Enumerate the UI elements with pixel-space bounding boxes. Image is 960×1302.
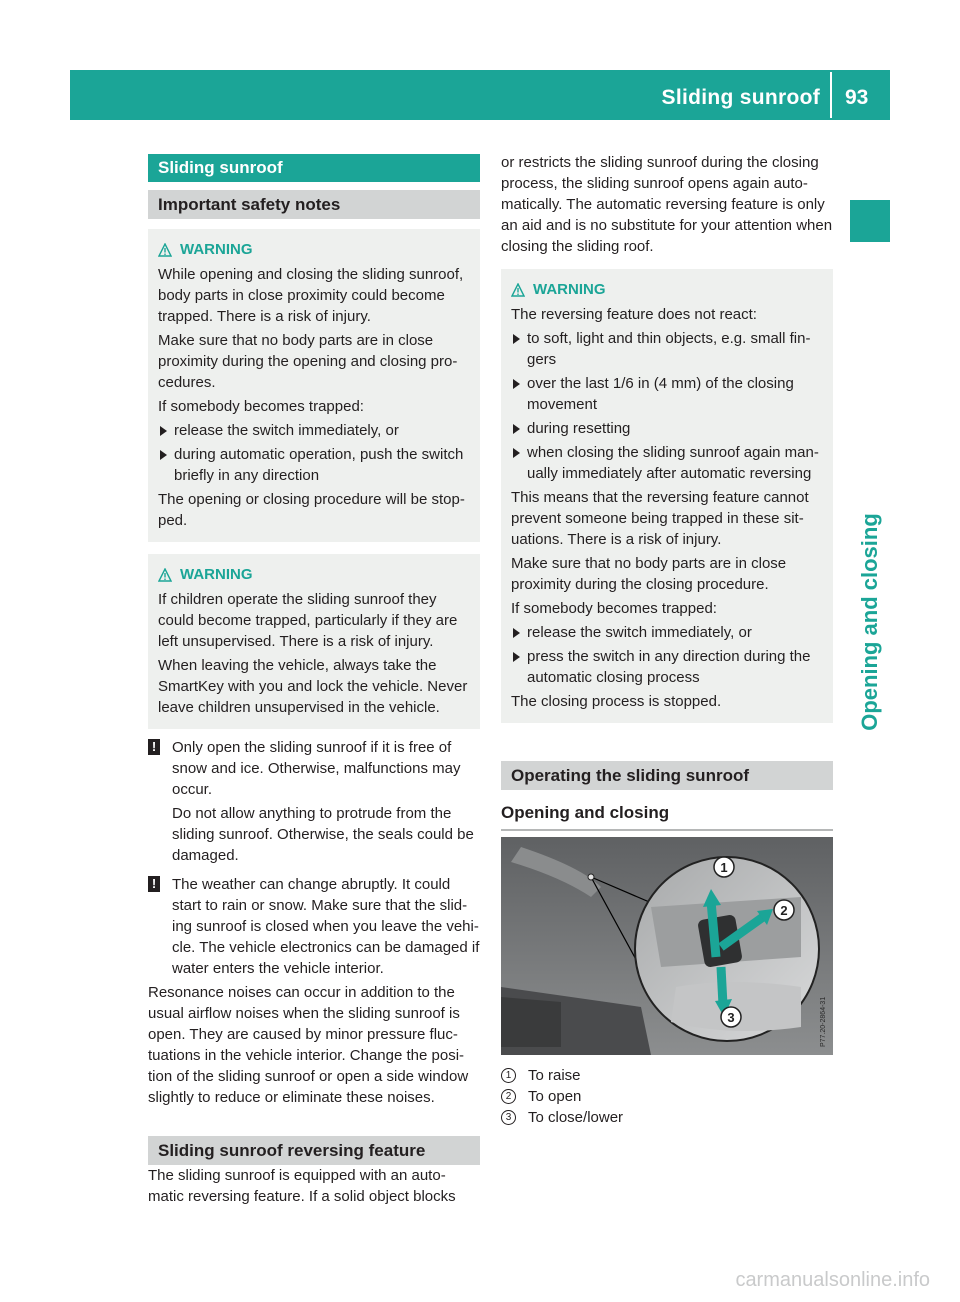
figure-code: P77.20-2864-31 [820, 996, 827, 1047]
warning-heading [158, 239, 470, 260]
side-tab-marker [850, 200, 890, 242]
sub-heading: Opening and closing [501, 802, 833, 831]
list-item: during automatic operation, push the switch briefly in any direction [158, 444, 470, 486]
legend-number-icon: 2 [501, 1089, 516, 1104]
warning-box [148, 229, 480, 542]
list-item: to soft, light and thin objects, e.g. small fin-gers [511, 328, 823, 370]
svg-text:1: 1 [720, 860, 728, 875]
warning-label: WARNING [533, 281, 606, 298]
note-text: The weather can change abruptly. It could start to rain or snow. Make sure that the slid-ing sunroof is closed when you leave the vehi-cle. The vehicle electronics can be damaged if water enters the vehicle interior. [172, 876, 480, 977]
warning-text: The reversing feature does not react: [511, 306, 757, 323]
warning-text: If children operate the sliding sunroof they could become trapped, particularly if they are left unsupervised. There is a risk of injury. [158, 591, 458, 650]
exclamation-icon: ! [148, 739, 160, 755]
warning-box [148, 554, 480, 729]
svg-text:2: 2 [780, 903, 788, 918]
legend-item [501, 1086, 833, 1107]
legend-number-icon: 1 [501, 1068, 516, 1083]
legend-text: To raise [528, 1067, 581, 1084]
list-item: press the switch in any direction during the automatic closing process [511, 646, 823, 688]
right-column [501, 152, 833, 1128]
warning-text: If somebody becomes trapped: [511, 600, 717, 617]
subsection-title: Operating the sliding sunroof [501, 761, 833, 790]
warning-heading [511, 279, 823, 300]
warning-text: The opening or closing procedure will be stop-ped. [158, 491, 465, 529]
left-column [148, 154, 480, 1210]
page-title: Sliding sunroof [661, 86, 820, 109]
legend-number-icon: 3 [501, 1110, 516, 1125]
side-tab-label: Opening and closing [857, 513, 882, 731]
list-item: release the switch immediately, or [158, 420, 470, 441]
sunroof-illustration [501, 837, 833, 1055]
warning-label: WARNING [180, 241, 253, 258]
body-text: Resonance noises can occur in addition to the usual airflow noises when the sliding sunroof is open. They are caused by minor pressure fluc-tuations in the vehicle interior. Change the posi-tion of the sliding sunroof or open a side window slightly to reduce or eliminate these noises. [148, 984, 469, 1106]
figure-legend [501, 1065, 833, 1128]
exclamation-icon: ! [148, 876, 160, 892]
warning-text: While opening and closing the sliding sunroof, body parts in close proximity could become trapped. There is a risk of injury. [158, 266, 464, 325]
subsection-title: Important safety notes [148, 190, 480, 219]
list-item: release the switch immediately, or [511, 622, 823, 643]
warning-text: The closing process is stopped. [511, 693, 722, 710]
warning-heading [158, 564, 470, 585]
list-item: over the last 1/6 in (4 mm) of the closing movement [511, 373, 823, 415]
section-title: Sliding sunroof [148, 154, 480, 182]
note-block [148, 874, 480, 979]
warning-triangle-icon [158, 243, 172, 257]
warning-triangle-icon [511, 283, 525, 297]
legend-text: To open [528, 1088, 582, 1105]
page-number: 93 [845, 86, 869, 109]
note-block [148, 737, 480, 866]
legend-text: To close/lower [528, 1109, 624, 1126]
legend-item [501, 1107, 833, 1128]
note-text: Do not allow anything to protrude from the sliding sunroof. Otherwise, the seals could be damaged. [172, 805, 474, 864]
body-text: or restricts the sliding sunroof during the closing process, the sliding sunroof opens again auto-matically. The automatic reversing feature is only an aid and is no substitute for your attention when closing the sliding roof. [501, 154, 833, 255]
warning-box [501, 269, 833, 723]
warning-text: If somebody becomes trapped: [158, 398, 364, 415]
subsection-title: Sliding sunroof reversing feature [148, 1136, 480, 1165]
warning-text: Make sure that no body parts are in close proximity during the opening and closing pro-cedures. [158, 332, 458, 391]
warning-text: This means that the reversing feature cannot prevent someone being trapped in these sit-uations. There is a risk of injury. [511, 489, 809, 548]
warning-triangle-icon [158, 568, 172, 582]
watermark[interactable]: carmanualsonline.info [735, 1269, 930, 1291]
warning-text: Make sure that no body parts are in close proximity during the closing procedure. [511, 555, 787, 593]
legend-item [501, 1065, 833, 1086]
sunroof-switch-figure [501, 837, 833, 1055]
list-item: during resetting [511, 418, 823, 439]
warning-text: When leaving the vehicle, always take the SmartKey with you and lock the vehicle. Never leave children unsupervised in the vehicle. [158, 657, 468, 716]
header-divider [830, 72, 832, 118]
list-item: when closing the sliding sunroof again man-ually immediately after automatic reversing [511, 442, 823, 484]
svg-text:3: 3 [727, 1010, 735, 1025]
warning-label: WARNING [180, 566, 253, 583]
note-text: Only open the sliding sunroof if it is free of snow and ice. Otherwise, malfunctions may occur. [172, 739, 461, 798]
body-text: The sliding sunroof is equipped with an auto-matic reversing feature. If a solid object blocks [148, 1167, 456, 1205]
